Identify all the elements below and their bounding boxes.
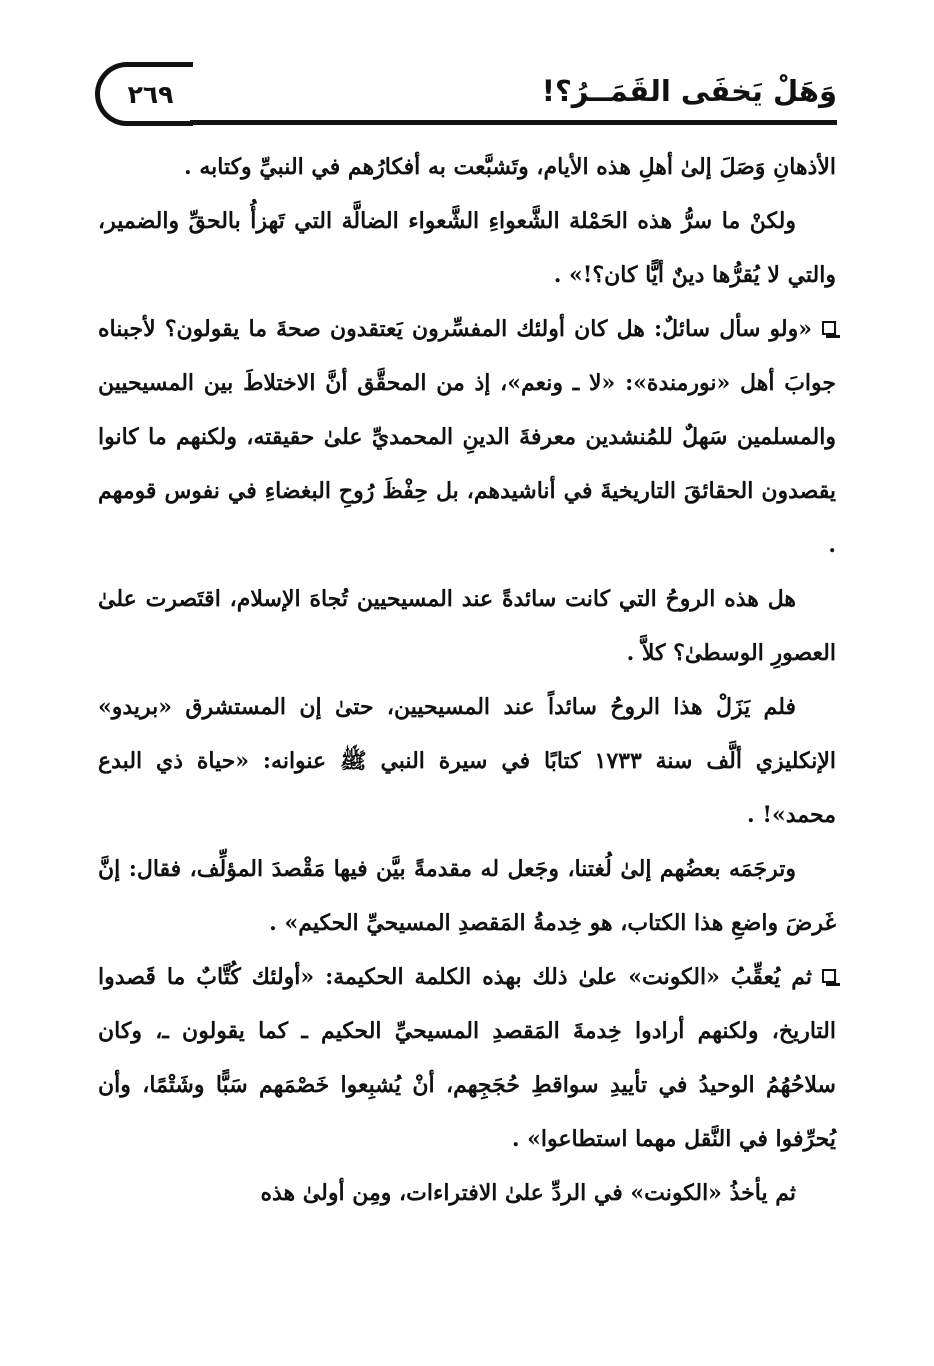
- paragraph: وترجَمَه بعضُهم إلىٰ لُغتنا، وجَعل له مقدمةً بيَّن فيها مَقْصدَ المؤلِّف، فقال: إنَّ غَرضَ واضعِ هذا الكتاب، هو خِدمةُ المَقصدِ المسيحيِّ الحكيم» .: [98, 856, 836, 936]
- paragraph: ثم يأخذُ «الكونت» في الردِّ علىٰ الافتراءات، ومِن أولىٰ هذه: [260, 1180, 796, 1206]
- running-title: وَهَلْ يَخفَى القَمَــرُ؟!: [541, 74, 837, 108]
- paragraph: ولكنْ ما سرُّ هذه الحَمْلة الشَّعواءِ الشَّعواء الضالَّة التي تَهزأُ بالحقِّ والضمير، والتي لا يُقرُّها دينٌ أيًّا كان؟!» .: [98, 208, 836, 288]
- page-header: [95, 62, 837, 132]
- paragraph: فلم يَزَلْ هذا الروحُ سائداً عند المسيحيين، حتىٰ إن المستشرق «بريدو» الإنكليزي ألَّف سنة ١٧٣٣ كتابًا في سيرة النبي ﷺ عنوانه: «حياة ذي البدع محمد»! .: [98, 694, 836, 828]
- page-number: ٢٦٩: [127, 79, 174, 109]
- paragraph: الأذهانِ وَصَلَ إلىٰ أهلِ هذه الأيام، وتَشبَّعت به أفكارُهم في النبيِّ وكتابه .: [184, 154, 836, 180]
- paragraph: هل هذه الروحُ التي كانت سائدةً عند المسيحيين تُجاهَ الإسلام، اقتَصرت علىٰ العصورِ الوسطىٰ؟ كلاَّ .: [98, 586, 836, 666]
- paragraph: [98, 950, 836, 1166]
- paragraph: [98, 302, 836, 572]
- header-rule: [190, 120, 837, 125]
- paragraph-text: «ولو سأل سائلٌ: هل كان أولئك المفسِّرون يَعتقدون صحةَ ما يقولون؟ لأجبناه جوابَ أهل «نورمندة»: «لا ـ ونعم»، إذ من المحقَّق أنَّ الاختلاطَ بين المسيحيين والمسلمين سَهلٌ للمُنشدين معرفةَ الدينِ المحمديِّ علىٰ حقيقته، ولكنهم ما كانوا يقصدون الحقائقَ التاريخيةَ في أناشيدهم، بل حِفْظَ رُوحِ البغضاءِ في نفوس قومهم .: [98, 316, 836, 558]
- paragraph-marker-icon: [822, 969, 836, 983]
- page-number-badge: [95, 62, 193, 126]
- paragraph-marker-icon: [822, 321, 836, 335]
- page-body: [98, 140, 836, 1220]
- paragraph-text: ثم يُعقِّبُ «الكونت» علىٰ ذلك بهذه الكلمة الحكيمة: «أولئك كُتَّابٌ ما قَصدوا التاريخ، ولكنهم أرادوا خِدمةَ المَقصدِ المسيحيِّ الحكيم ـ كما يقولون ـ، وكان سلاحُهُمُ الوحيدُ في تأييدِ سواقطِ حُجَجِهم، أنْ يُشبِعوا خَصْمَهم سَبًّا وشَتْمًا، وأن يُحرِّفوا في النَّقل مهما استطاعوا» .: [98, 964, 836, 1152]
